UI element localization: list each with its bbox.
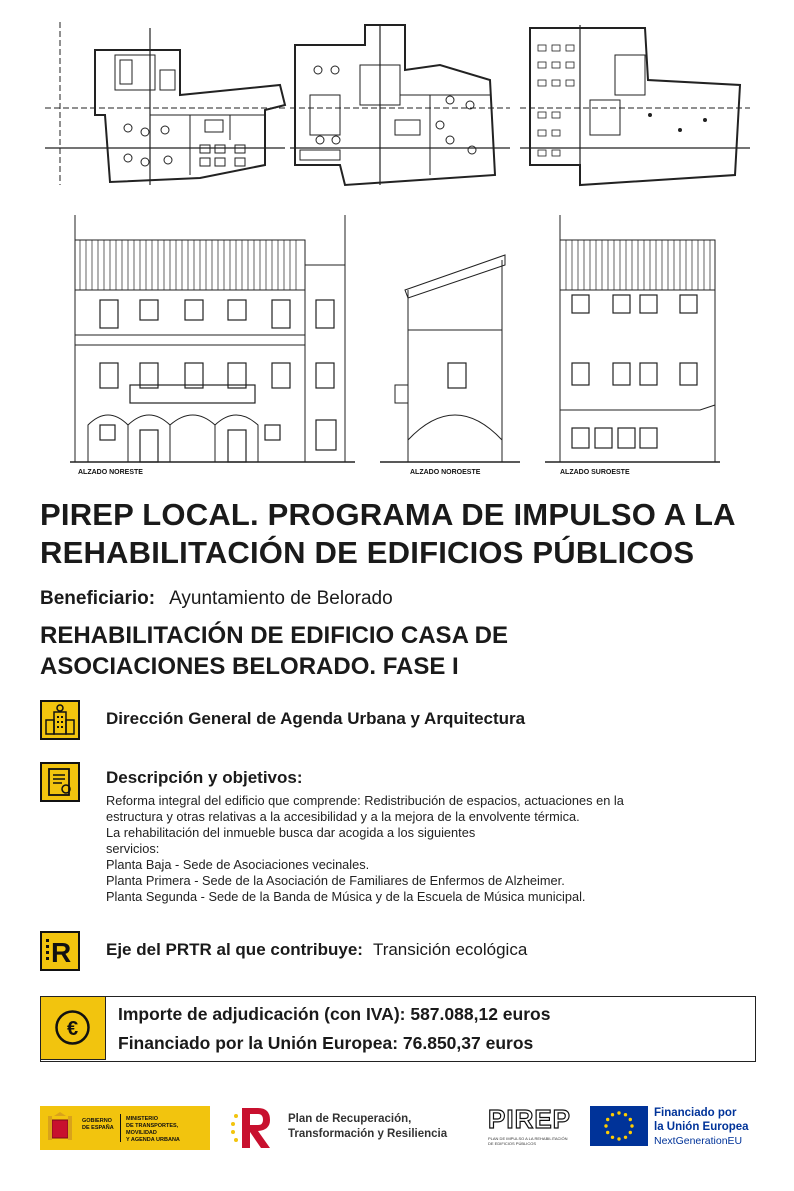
description-line: Planta Primera - Sede de la Asociación de Familiares de Enfermos de Alzheimer. xyxy=(106,873,565,888)
project-title-line-1: REHABILITACIÓN DE EDIFICIO CASA DE xyxy=(40,622,509,649)
floor-plan-first xyxy=(290,25,510,185)
ministry-line: DE TRANSPORTES, MOVILIDAD xyxy=(126,1123,179,1136)
gobierno-line: DE ESPAÑA xyxy=(82,1125,114,1131)
prtr-logo-icon xyxy=(228,1104,276,1150)
eu-line: NextGenerationEU xyxy=(654,1135,743,1147)
architectural-drawings xyxy=(0,0,794,485)
eu-funding-text xyxy=(654,1106,749,1148)
beneficiary-value: Ayuntamiento de Belorado xyxy=(169,588,393,609)
prtr-label: Eje del PRTR al que contribuye: xyxy=(106,940,363,959)
beneficiary-label: Beneficiario: xyxy=(40,588,156,609)
gobierno-logo xyxy=(40,1106,210,1150)
floor-plan-second xyxy=(520,25,750,185)
prtr-value: Transición ecológica xyxy=(372,940,528,959)
description-line: La rehabilitación del inmueble busca dar acogida a los siguientes xyxy=(106,825,476,840)
direction-general-text: Dirección General de Agenda Urbana y Arquitectura xyxy=(106,709,526,728)
eu-flag-icon xyxy=(590,1106,648,1146)
project-title-line-2: ASOCIACIONES BELORADO. FASE I xyxy=(40,653,459,680)
document-icon xyxy=(40,762,80,802)
euro-icon xyxy=(40,996,106,1060)
amount-eu-financed: Financiado por la Unión Europea: 76.850,37 euros xyxy=(118,1033,534,1053)
gobierno-line: GOBIERNO xyxy=(82,1118,112,1124)
elevation-southwest xyxy=(545,215,720,462)
eu-line: Financiado por xyxy=(654,1107,737,1119)
description-line: estructura y otras relativas a la accesibilidad y a la mejora de la envolvente térmica. xyxy=(106,809,580,824)
main-title-line-2: REHABILITACIÓN DE EDIFICIOS PÚBLICOS xyxy=(40,535,695,570)
plan-line: Transformación y Resiliencia xyxy=(288,1128,448,1140)
floor-plan-ground xyxy=(45,22,285,185)
elevation-label-suroeste: ALZADO SUROESTE xyxy=(560,469,630,476)
description-line: Reforma integral del edificio que comprende: Redistribución de espacios, actuaciones en la xyxy=(106,793,624,808)
elevation-northeast xyxy=(70,215,355,462)
description-title: Descripción y objetivos: xyxy=(106,768,303,787)
elevation-label-noroeste: ALZADO NOROESTE xyxy=(410,469,481,476)
description-body xyxy=(106,793,756,905)
pirep-logo xyxy=(486,1104,574,1150)
ministry-line: MINISTERIO xyxy=(126,1116,159,1122)
beneficiary xyxy=(40,586,393,612)
main-title xyxy=(40,496,760,572)
svg-text:€: € xyxy=(66,1018,79,1040)
coat-of-arms-icon xyxy=(46,1112,74,1144)
main-title-line-1: PIREP LOCAL. PROGRAMA DE IMPULSO A LA xyxy=(40,497,736,532)
description-line: Planta Baja - Sede de Asociaciones vecinales. xyxy=(106,857,370,872)
plan-recuperacion-text xyxy=(288,1112,447,1142)
description-line: Planta Segunda - Sede de la Banda de Música y de la Escuela de Música municipal. xyxy=(106,889,586,904)
project-title xyxy=(40,620,760,682)
prtr-axis xyxy=(106,940,527,960)
svg-text:R: R xyxy=(51,937,72,968)
elevation-label-noreste: ALZADO NORESTE xyxy=(78,469,143,476)
elevation-northwest xyxy=(380,255,520,462)
city-building-icon xyxy=(40,700,80,740)
plan-line: Plan de Recuperación, xyxy=(288,1113,412,1125)
amount-adjudication: Importe de adjudicación (con IVA): 587.088,12 euros xyxy=(118,1004,551,1024)
description-line: servicios: xyxy=(106,841,160,856)
pirep-small-line: DE EDIFICIOS PÚBLICOS xyxy=(488,1141,537,1146)
pirep-logo-text: PIREP xyxy=(488,1104,572,1134)
prtr-r-icon xyxy=(40,931,80,971)
ministry-line: Y AGENDA URBANA xyxy=(126,1137,180,1143)
pirep-small-line: PLAN DE IMPULSO A LA REHABILITACIÓN xyxy=(488,1136,568,1141)
eu-line: la Unión Europea xyxy=(654,1121,749,1133)
